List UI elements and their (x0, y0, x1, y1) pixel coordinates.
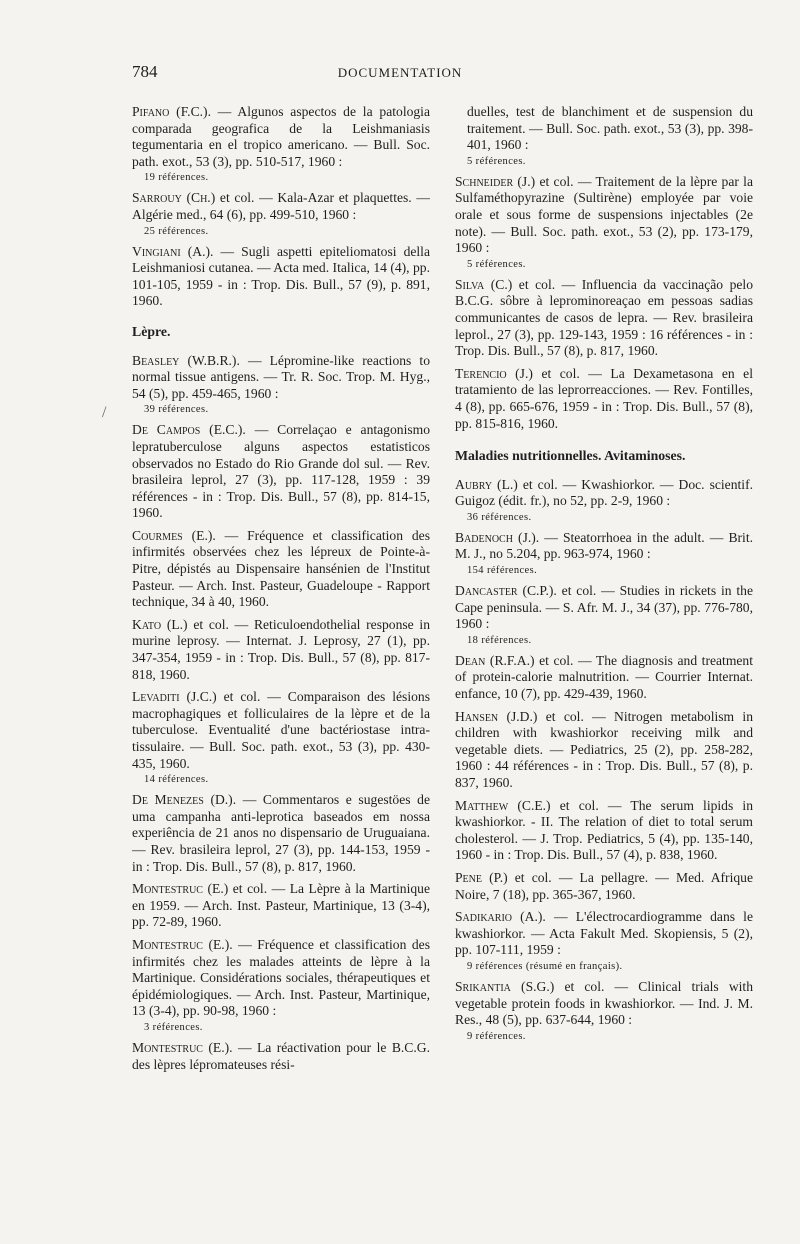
bibliography-entry (455, 366, 753, 432)
entry-text: — Commentaros e sugestöes de uma campanha anti-leprotica baseados em nossa experiência de 21 anos no dispensario de Uruguaiana. — Rev. brasileira leprol, 27 (3), pp. 144-153, 1959 - in : Trop. Dis. Bull., 57 (8), p. 817, 1960. (132, 792, 430, 874)
entry-text: — Fréquence et classification des infirmités observées chez les lépreux de Pointe-à-Pitre, dépistés au Dispensaire hansénien de l'Institut Pasteur. — Arch. Inst. Pasteur, Guadeloupe - Rapport technique, 34 à 40, 1960. (132, 527, 431, 610)
entry-author: Kato (L.) (132, 616, 188, 632)
section-title-nutrition: Maladies nutritionnelles. Avitaminoses. (455, 448, 686, 464)
entry-author: Silva (C.) (455, 276, 513, 292)
entry-text: — Algunos aspectos de la patologia comparada geografica de la Leishmaniasis tegumentaria en el tropico americano. — Bull. Soc. path. exot., 53 (3), pp. 510-517, 1960 : (132, 104, 430, 169)
page-number: 784 (132, 62, 158, 81)
bibliography-entry (455, 870, 753, 903)
bibliography-entry (455, 798, 753, 864)
bibliography-entry (132, 422, 430, 522)
entry-author: De Campos (E.C.). (132, 422, 246, 438)
entry-text: et col. — The diagnosis and treatment of protein-calorie malnutrition. — Courrier Internat. enfance, 10 (7), pp. 429-439, 1960. (455, 652, 754, 702)
bibliography-entry (132, 1040, 430, 1073)
entry-author: Montestruc (E.) (132, 881, 229, 897)
bibliography-entry (132, 689, 430, 786)
entry-author: Schneider (J.) (455, 173, 536, 189)
bibliography-entry (132, 104, 430, 184)
entry-text: et col. — La pellagre. — Med. Afrique Noire, 7 (18), pp. 365-367, 1960. (455, 869, 753, 902)
entry-refs: 19 références. (144, 172, 209, 184)
entry-author: Dean (R.F.A.) (455, 652, 535, 668)
entry-text: et col. — Clinical trials with vegetable protein foods in kwashiorkor. — Ind. J. M. Res., 48 (5), pp. 637-644, 1960 : (455, 978, 753, 1028)
section-title-lepre: Lèpre. (132, 323, 171, 339)
entry-refs: 18 références. (467, 634, 532, 646)
entry-author: Badenoch (J.). (455, 529, 540, 545)
bibliography-entry (455, 979, 753, 1043)
entry-refs: 5 références. (467, 155, 526, 167)
entry-text: et col. — Kala-Azar et plaquettes. — Algérie med., 64 (6), pp. 499-510, 1960 : (132, 190, 430, 222)
entry-author: Sadikario (A.). (455, 909, 546, 925)
bibliography-entry (455, 583, 753, 647)
bibliography-entry (132, 190, 430, 237)
right-entries-a (455, 174, 753, 432)
bibliography-entry (132, 792, 430, 875)
entry-text: et col. — La Dexametasona en el tratamiento de las leprorreacciones. — Rev. Fontilles, 4 (8), pp. 665-676, 1959 - in : Trop. Dis. Bull., 57 (8), pp. 815-816, 1960. (455, 365, 753, 431)
bibliography-entry (132, 353, 430, 417)
entry-author: Aubry (L.) (455, 476, 518, 492)
bibliography-entry (132, 617, 430, 683)
entry-text: — Sugli aspetti epiteliomatosi della Leishmaniosi cutanea. — Acta med. Italica, 14 (4), pp. 101-105, 1959 - in : Trop. Dis. Bull., 57 (9), p. 891, 1960. (132, 243, 430, 309)
continued-entry (455, 104, 753, 168)
entry-author: Montestruc (E.). (132, 936, 233, 952)
bibliography-entry (132, 244, 430, 310)
entry-text: — Lépromine-like reactions to normal tissue antigens. — Tr. R. Soc. Trop. M. Hyg., 54 (5), pp. 459-465, 1960 : (132, 352, 430, 401)
bibliography-entry (455, 530, 753, 577)
entry-author: Courmes (E.). (132, 527, 216, 543)
entry-author: Hansen (J.D.) (455, 708, 538, 724)
bibliography-entry (455, 909, 753, 973)
entry-refs: 25 références. (144, 225, 209, 237)
right-column (455, 104, 753, 1049)
entry-author: Vingiani (A.). (132, 243, 214, 259)
entry-refs: 9 références (résumé en français). (467, 960, 623, 972)
entry-text: et col. — The serum lipids in kwashiorkor. - II. The relation of diet to total serum cholesterol. — J. Trop. Pediatrics, 5 (4), pp. 135-140, 1960 - in : Trop. Dis. Bull., 57 (4), p. 838, 1960. (455, 797, 754, 863)
entry-text: et col. — Studies in rickets in the Cape peninsula. — S. Afr. M. J., 34 (37), pp. 776-780, 1960 : (455, 583, 753, 632)
entry-text: — L'électrocardiogramme dans le kwashiorkor. — Acta Fakult Med. Skopiensis, 5 (2), pp. 107-111, 1959 : (455, 909, 753, 958)
left-entries-a (132, 104, 430, 310)
entry-text: et col. — Influencia da vaccinação pelo B.C.G. sôbre à leprominoreaçao em pessoas sadias communicantes de casos de lepra. — Rev. brasileira leprol., 27 (3), pp. 129-143, 1959 : 16 références - in : Trop. Dis. Bull., 57 (8), p. 817, 1960. (455, 276, 753, 359)
entry-refs: 14 références. (144, 774, 209, 786)
entry-text: — Steatorrhoea in the adult. — Brit. M. J., no 5.204, pp. 963-974, 1960 : (455, 529, 753, 562)
entry-refs: 36 références. (467, 511, 532, 523)
entry-refs: 5 références. (467, 258, 526, 270)
bibliography-entry (455, 653, 753, 703)
entry-text: — Fréquence et classification des infirmités chez les malades atteints de lèpre à la Martinique. Considérations sociales, thérapeutiques et épidémiologiques. — Arch. Inst. Pasteur, Martinique, 13 (3-4), pp. 90-98, 1960 : (132, 936, 430, 1019)
entry-text: et col. — Comparaison des lésions macrophagiques et folliculaires de la lèpre et de la tuberculose. Eventualité d'une bactériostase intra-tissulaire. — Bull. Soc. path. exot., 53 (3), pp. 430-435, 1960. (132, 689, 430, 771)
bibliography-entry (455, 277, 753, 360)
entry-refs: 9 références. (467, 1030, 526, 1042)
entry-author: De Menezes (D.). (132, 792, 237, 808)
left-entries-b (132, 353, 430, 1074)
entry-author: Pene (P.) (455, 869, 508, 885)
entry-author: Matthew (C.E.) (455, 797, 551, 813)
entry-author: Montestruc (E.). (132, 1039, 233, 1055)
entry-text: et col. — Nitrogen metabolism in children with kwashiorkor receiving milk and vegetable diets. — Pediatrics, 25 (2), pp. 258-282, 1960 : 44 références - in : Trop. Dis. Bull., 57 (8), p. 837, 1960. (455, 708, 753, 790)
entry-refs: 3 références. (144, 1021, 203, 1033)
left-column (132, 104, 430, 1079)
entry-author: Srikantia (S.G.) (455, 978, 555, 994)
entry-text: — La réactivation pour le B.C.G. des lèpres lépromateuses rési- (132, 1039, 430, 1072)
entry-refs: 39 références. (144, 404, 209, 416)
entry-text: et col. — La Lèpre à la Martinique en 1959. — Arch. Inst. Pasteur, Martinique, 13 (3-4), pp. 72-89, 1960. (132, 881, 430, 930)
entry-author: Sarrouy (Ch.) (132, 190, 216, 206)
page-header (0, 62, 800, 86)
bibliography-entry (455, 174, 753, 271)
entry-text: — Correlaçao e antagonismo lepratuberculose alguns aspectos estatisticos observados no Estado do Rio Grande dol sul. — Rev. brasileira leprol, 27 (3), pp. 117-128, 1959 : 39 références - in : Trop. Dis. Bull., 57 (8), pp. 814-15, 1960. (132, 422, 431, 521)
entry-author: Dancaster (C.P.). (455, 583, 557, 599)
entry-text: et col. — Traitement de la lèpre par la Sulfaméthopyrazine (Sultirène) employée par voie orale et sous forme de suspensions injectables (2e note). — Bull. Soc. path. exot., 53 (2), pp. 173-179, 1960 : (455, 173, 753, 256)
entry-refs: 154 références. (467, 565, 538, 577)
entry-author: Pifano (F.C.). (132, 104, 211, 119)
bibliography-entry (455, 477, 753, 524)
margin-mark: / (102, 404, 107, 421)
bibliography-entry (132, 937, 430, 1034)
entry-author: Beasley (W.B.R.). (132, 352, 240, 368)
right-entries-b (455, 477, 753, 1043)
entry-text: et col. — Kwashiorkor. — Doc. scientif. Guigoz (édit. fr.), no 52, pp. 2-9, 1960 : (455, 476, 753, 509)
entry-text: duelles, test de blanchiment et de suspension du traitement. — Bull. Soc. path. exot., 53 (3), pp. 398-401, 1960 : (467, 104, 753, 153)
entry-author: Levaditi (J.C.) (132, 689, 217, 705)
bibliography-entry (455, 709, 753, 792)
bibliography-entry (132, 528, 430, 611)
running-title: DOCUMENTATION (337, 65, 463, 80)
bibliography-entry (132, 881, 430, 931)
entry-text: et col. — Reticuloendothelial response in murine leprosy. — Internat. J. Leprosy, 27 (1), pp. 347-354, 1959 - in : Trop. Dis. Bull., 57 (8), pp. 817-818, 1960. (132, 616, 431, 682)
entry-author: Terencio (J.) (455, 365, 533, 381)
